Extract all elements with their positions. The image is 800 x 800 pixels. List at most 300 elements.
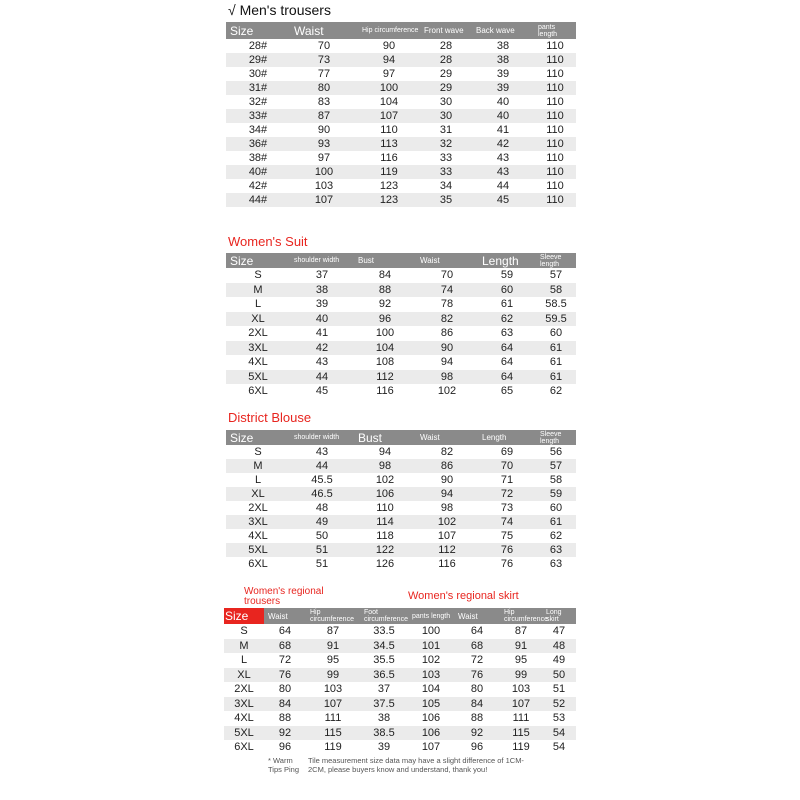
- table-row: [224, 682, 576, 697]
- table-cell: 42: [290, 341, 354, 356]
- table-row: [224, 668, 576, 683]
- table-cell: 37.5: [360, 697, 408, 712]
- table-cell: 119: [358, 165, 420, 179]
- table-cell: 31: [420, 123, 472, 137]
- table-cell: 33: [420, 165, 472, 179]
- table-cell: 32: [420, 137, 472, 151]
- table-cell: 48: [542, 639, 576, 654]
- table-row: [224, 740, 576, 755]
- table-cell: 2XL: [226, 326, 290, 341]
- table-row: [226, 355, 576, 370]
- table-row: [226, 515, 576, 529]
- table-cell: 87: [306, 624, 360, 639]
- table-row: [226, 95, 576, 109]
- mens-trousers-title: √ Men's trousers: [228, 2, 331, 18]
- table-cell: 101: [408, 639, 454, 654]
- table-cell: 5XL: [226, 543, 290, 557]
- header-size: Size: [226, 253, 290, 268]
- table-cell: 2XL: [226, 501, 290, 515]
- table-cell: M: [226, 459, 290, 473]
- table-cell: 88: [264, 711, 306, 726]
- table-cell: 122: [354, 543, 416, 557]
- header-skirt-waist: Waist: [454, 608, 500, 624]
- table-cell: 110: [534, 193, 576, 207]
- table-cell: 108: [354, 355, 416, 370]
- table-cell: 112: [354, 370, 416, 385]
- table-row: [226, 297, 576, 312]
- table-cell: 59: [536, 487, 576, 501]
- table-cell: 34: [420, 179, 472, 193]
- table-cell: 103: [500, 682, 542, 697]
- table-row: [226, 193, 576, 207]
- header-length: Length: [478, 430, 536, 445]
- table-cell: 61: [536, 341, 576, 356]
- table-cell: 44: [472, 179, 534, 193]
- table-cell: 30#: [226, 67, 290, 81]
- table-cell: 57: [536, 268, 576, 283]
- table-cell: 58.5: [536, 297, 576, 312]
- header-foot: Foot circumference: [360, 608, 408, 624]
- table-cell: 51: [290, 543, 354, 557]
- header-waist: Waist: [264, 608, 306, 624]
- table-cell: 93: [290, 137, 358, 151]
- header-front-wave: Front wave: [420, 22, 472, 39]
- table-row: [226, 53, 576, 67]
- table-cell: 51: [542, 682, 576, 697]
- table-cell: S: [224, 624, 264, 639]
- table-cell: 110: [534, 81, 576, 95]
- table-cell: 72: [264, 653, 306, 668]
- table-cell: 49: [542, 653, 576, 668]
- table-cell: 5XL: [224, 726, 264, 741]
- header-skirt-hip: Hip circumference: [500, 608, 542, 624]
- table-row: [224, 711, 576, 726]
- table-cell: 87: [500, 624, 542, 639]
- table-cell: 98: [416, 370, 478, 385]
- table-cell: 38: [472, 53, 534, 67]
- table-cell: 94: [358, 53, 420, 67]
- table-cell: 29#: [226, 53, 290, 67]
- table-cell: 96: [454, 740, 500, 755]
- header-waist: Waist: [290, 22, 358, 39]
- table-cell: 5XL: [226, 370, 290, 385]
- table-row: [226, 109, 576, 123]
- table-cell: 64: [478, 355, 536, 370]
- table-cell: 61: [536, 355, 576, 370]
- table-cell: 98: [416, 501, 478, 515]
- table-cell: 34#: [226, 123, 290, 137]
- header-size: Size: [226, 22, 290, 39]
- table-cell: 64: [454, 624, 500, 639]
- table-cell: 69: [478, 445, 536, 459]
- table-cell: 86: [416, 459, 478, 473]
- table-cell: 61: [536, 370, 576, 385]
- header-pants-length: pants length: [534, 22, 576, 39]
- table-cell: 70: [478, 459, 536, 473]
- header-bust: Bust: [354, 430, 416, 445]
- table-cell: M: [226, 283, 290, 298]
- table-cell: 110: [534, 179, 576, 193]
- table-cell: 68: [454, 639, 500, 654]
- table-cell: 42: [472, 137, 534, 151]
- table-cell: 90: [416, 473, 478, 487]
- table-cell: 59: [478, 268, 536, 283]
- header-sleeve-length: Sleeve length: [536, 253, 576, 268]
- table-cell: L: [226, 473, 290, 487]
- table-cell: 107: [290, 193, 358, 207]
- table-cell: 115: [306, 726, 360, 741]
- table-cell: 4XL: [226, 529, 290, 543]
- table-cell: 33#: [226, 109, 290, 123]
- table-cell: 30: [420, 109, 472, 123]
- warm-tips-label: * Warm Tips Ping: [268, 756, 299, 774]
- table-cell: 45.5: [290, 473, 354, 487]
- table-cell: 36.5: [360, 668, 408, 683]
- table-cell: 62: [478, 312, 536, 327]
- table-cell: 4XL: [226, 355, 290, 370]
- regional-trousers-title: Women's regional trousers: [244, 586, 324, 607]
- table-cell: 68: [264, 639, 306, 654]
- table-cell: 70: [416, 268, 478, 283]
- table-cell: 94: [416, 355, 478, 370]
- warm-tips-text: Tile measurement size data may have a slight difference of 1CM-2CM, please buyers know and understand, thank you!: [308, 756, 524, 774]
- table-cell: 107: [306, 697, 360, 712]
- table-cell: 112: [416, 543, 478, 557]
- table-cell: 91: [500, 639, 542, 654]
- table-cell: 119: [306, 740, 360, 755]
- table-cell: 51: [290, 557, 354, 571]
- table-cell: 115: [500, 726, 542, 741]
- table-cell: 97: [358, 67, 420, 81]
- header-long-skirt: Long skirt: [542, 608, 576, 624]
- table-cell: 100: [354, 326, 416, 341]
- table-row: [226, 473, 576, 487]
- table-cell: 61: [536, 515, 576, 529]
- table-cell: 94: [416, 487, 478, 501]
- table-cell: 77: [290, 67, 358, 81]
- table-cell: 3XL: [226, 341, 290, 356]
- header-waist: Waist: [416, 253, 478, 268]
- table-cell: 105: [408, 697, 454, 712]
- table-row: [224, 639, 576, 654]
- table-cell: 96: [354, 312, 416, 327]
- table-cell: 44#: [226, 193, 290, 207]
- table-cell: 70: [290, 39, 358, 53]
- table-cell: 100: [358, 81, 420, 95]
- table-row: [224, 653, 576, 668]
- table-cell: 64: [264, 624, 306, 639]
- table-cell: 63: [478, 326, 536, 341]
- header-bust: Bust: [354, 253, 416, 268]
- table-cell: S: [226, 268, 290, 283]
- table-cell: 29: [420, 67, 472, 81]
- table-row: [226, 326, 576, 341]
- table-cell: 31#: [226, 81, 290, 95]
- table-cell: 99: [306, 668, 360, 683]
- table-cell: 110: [534, 109, 576, 123]
- table-cell: 95: [500, 653, 542, 668]
- table-cell: 76: [264, 668, 306, 683]
- table-cell: 33: [420, 151, 472, 165]
- table-cell: 43: [290, 355, 354, 370]
- table-cell: 113: [358, 137, 420, 151]
- table-cell: 123: [358, 193, 420, 207]
- table-cell: 72: [478, 487, 536, 501]
- table-cell: 58: [536, 473, 576, 487]
- table-cell: 76: [478, 543, 536, 557]
- table-cell: XL: [226, 487, 290, 501]
- table-cell: 45: [290, 384, 354, 399]
- table-cell: 96: [264, 740, 306, 755]
- district-blouse-title: District Blouse: [228, 410, 312, 425]
- district-blouse-table: [226, 430, 576, 571]
- table-cell: 84: [354, 268, 416, 283]
- table-cell: 2XL: [224, 682, 264, 697]
- table-cell: 47: [542, 624, 576, 639]
- womens-suit-table: [226, 253, 576, 399]
- table-cell: 28: [420, 39, 472, 53]
- table-cell: 110: [534, 67, 576, 81]
- table-cell: 95: [306, 653, 360, 668]
- womens-suit-title: Women's Suit: [228, 234, 308, 249]
- table-cell: 110: [534, 95, 576, 109]
- table-cell: 48: [290, 501, 354, 515]
- table-cell: 110: [534, 151, 576, 165]
- table-cell: 103: [408, 668, 454, 683]
- table-cell: 6XL: [224, 740, 264, 755]
- table-cell: 111: [500, 711, 542, 726]
- table-cell: 126: [354, 557, 416, 571]
- table-cell: 57: [536, 459, 576, 473]
- table-cell: 80: [264, 682, 306, 697]
- table-cell: 38: [290, 283, 354, 298]
- table-cell: 72: [454, 653, 500, 668]
- table-cell: 86: [416, 326, 478, 341]
- table-cell: 82: [416, 312, 478, 327]
- table-cell: 104: [408, 682, 454, 697]
- table-cell: 84: [264, 697, 306, 712]
- table-cell: 63: [536, 557, 576, 571]
- table-cell: 76: [454, 668, 500, 683]
- table-cell: 40: [472, 109, 534, 123]
- header-sleeve-length: Sleeve length: [536, 430, 576, 445]
- table-cell: 39: [472, 67, 534, 81]
- table-row: [224, 697, 576, 712]
- table-cell: 114: [354, 515, 416, 529]
- table-row: [226, 341, 576, 356]
- table-row: [226, 39, 576, 53]
- table-cell: 82: [416, 445, 478, 459]
- table-cell: 64: [478, 370, 536, 385]
- table-cell: 28#: [226, 39, 290, 53]
- table-row: [226, 81, 576, 95]
- header-hip: Hip circumference: [306, 608, 360, 624]
- table-cell: 110: [358, 123, 420, 137]
- table-cell: 103: [306, 682, 360, 697]
- table-cell: 76: [478, 557, 536, 571]
- table-cell: 62: [536, 384, 576, 399]
- table-cell: 88: [354, 283, 416, 298]
- table-cell: S: [226, 445, 290, 459]
- table-cell: 110: [354, 501, 416, 515]
- table-cell: 43: [472, 151, 534, 165]
- table-cell: 6XL: [226, 557, 290, 571]
- table-row: [224, 726, 576, 741]
- table-cell: 50: [542, 668, 576, 683]
- table-row: [226, 123, 576, 137]
- table-cell: 116: [358, 151, 420, 165]
- table-cell: 106: [408, 711, 454, 726]
- table-cell: 107: [500, 697, 542, 712]
- table-cell: 3XL: [224, 697, 264, 712]
- table-cell: 40: [472, 95, 534, 109]
- table-cell: 90: [290, 123, 358, 137]
- table-cell: 40#: [226, 165, 290, 179]
- table-cell: 94: [354, 445, 416, 459]
- header-shoulder-width: shoulder width: [290, 253, 354, 268]
- table-cell: 107: [358, 109, 420, 123]
- table-cell: 39: [472, 81, 534, 95]
- table-cell: L: [226, 297, 290, 312]
- table-cell: 56: [536, 445, 576, 459]
- table-cell: 44: [290, 459, 354, 473]
- table-cell: 38: [472, 39, 534, 53]
- table-cell: XL: [224, 668, 264, 683]
- table-row: [226, 370, 576, 385]
- table-cell: 50: [290, 529, 354, 543]
- table-cell: 83: [290, 95, 358, 109]
- table-row: [226, 151, 576, 165]
- table-cell: 87: [290, 109, 358, 123]
- table-cell: 43: [472, 165, 534, 179]
- table-row: [226, 165, 576, 179]
- table-cell: 60: [536, 501, 576, 515]
- table-cell: 106: [354, 487, 416, 501]
- table-cell: 37: [360, 682, 408, 697]
- header-shoulder-width: shoulder width: [290, 430, 354, 445]
- table-cell: 80: [454, 682, 500, 697]
- table-cell: 4XL: [224, 711, 264, 726]
- table-cell: 6XL: [226, 384, 290, 399]
- table-cell: 80: [290, 81, 358, 95]
- table-cell: 60: [478, 283, 536, 298]
- header-size: Size: [224, 608, 264, 624]
- table-cell: 64: [478, 341, 536, 356]
- table-cell: 92: [454, 726, 500, 741]
- table-cell: 45: [472, 193, 534, 207]
- table-cell: 37: [290, 268, 354, 283]
- table-cell: 61: [478, 297, 536, 312]
- table-cell: 39: [290, 297, 354, 312]
- table-cell: 32#: [226, 95, 290, 109]
- table-row: [224, 624, 576, 639]
- table-cell: 58: [536, 283, 576, 298]
- table-cell: 102: [408, 653, 454, 668]
- table-cell: 88: [454, 711, 500, 726]
- header-length: Length: [478, 253, 536, 268]
- table-cell: 98: [354, 459, 416, 473]
- table-cell: 49: [290, 515, 354, 529]
- table-row: [226, 179, 576, 193]
- table-cell: 110: [534, 137, 576, 151]
- table-cell: 42#: [226, 179, 290, 193]
- table-cell: 30: [420, 95, 472, 109]
- table-cell: 97: [290, 151, 358, 165]
- table-cell: 3XL: [226, 515, 290, 529]
- table-cell: 60: [536, 326, 576, 341]
- table-row: [226, 557, 576, 571]
- table-cell: 36#: [226, 137, 290, 151]
- table-cell: M: [224, 639, 264, 654]
- table-row: [226, 67, 576, 81]
- table-cell: 119: [500, 740, 542, 755]
- table-cell: 103: [290, 179, 358, 193]
- table-cell: 40: [290, 312, 354, 327]
- table-cell: XL: [226, 312, 290, 327]
- table-row: [226, 459, 576, 473]
- table-cell: 33.5: [360, 624, 408, 639]
- table-row: [226, 543, 576, 557]
- table-cell: 35: [420, 193, 472, 207]
- table-row: [226, 384, 576, 399]
- table-cell: 107: [416, 529, 478, 543]
- table-cell: 102: [416, 384, 478, 399]
- table-cell: 91: [306, 639, 360, 654]
- table-cell: 46.5: [290, 487, 354, 501]
- table-row: [226, 501, 576, 515]
- table-cell: 104: [354, 341, 416, 356]
- header-size: Size: [226, 430, 290, 445]
- table-cell: 123: [358, 179, 420, 193]
- table-cell: 73: [478, 501, 536, 515]
- table-cell: 54: [542, 740, 576, 755]
- table-cell: 34.5: [360, 639, 408, 654]
- table-row: [226, 268, 576, 283]
- table-cell: 73: [290, 53, 358, 67]
- table-cell: 111: [306, 711, 360, 726]
- table-row: [226, 487, 576, 501]
- regional-table: [224, 608, 576, 755]
- header-hip: Hip circumference: [358, 22, 420, 39]
- table-cell: 75: [478, 529, 536, 543]
- table-cell: 39: [360, 740, 408, 755]
- table-row: [226, 529, 576, 543]
- table-cell: 102: [354, 473, 416, 487]
- table-cell: 44: [290, 370, 354, 385]
- mens-trousers-table: [226, 22, 576, 207]
- table-row: [226, 283, 576, 298]
- table-cell: 59.5: [536, 312, 576, 327]
- header-waist: Waist: [416, 430, 478, 445]
- table-cell: 38.5: [360, 726, 408, 741]
- table-cell: 110: [534, 123, 576, 137]
- table-cell: 90: [416, 341, 478, 356]
- table-cell: 63: [536, 543, 576, 557]
- table-cell: 107: [408, 740, 454, 755]
- table-cell: 41: [472, 123, 534, 137]
- table-cell: 104: [358, 95, 420, 109]
- table-cell: 28: [420, 53, 472, 67]
- table-cell: 100: [290, 165, 358, 179]
- table-cell: 35.5: [360, 653, 408, 668]
- table-row: [226, 137, 576, 151]
- table-cell: 100: [408, 624, 454, 639]
- regional-skirt-title: Women's regional skirt: [408, 590, 519, 602]
- table-cell: 116: [354, 384, 416, 399]
- table-cell: 65: [478, 384, 536, 399]
- table-cell: 74: [478, 515, 536, 529]
- table-cell: 99: [500, 668, 542, 683]
